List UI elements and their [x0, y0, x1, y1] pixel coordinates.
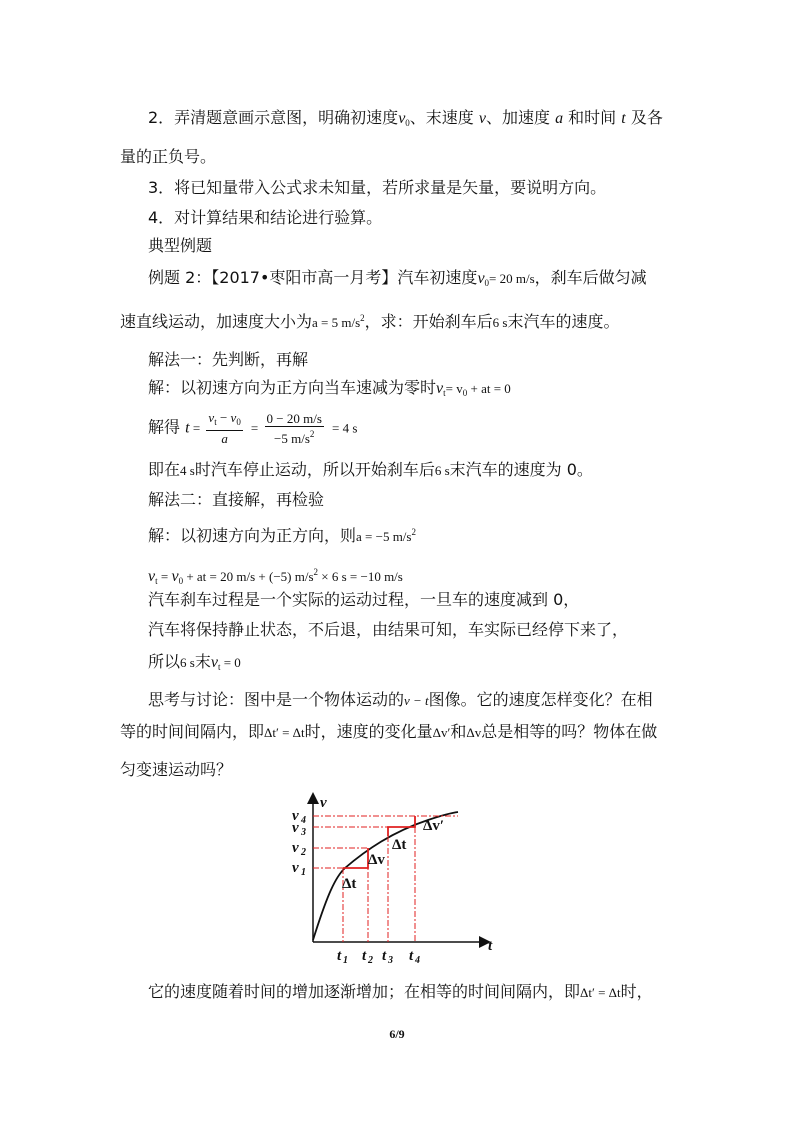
guide-lines	[313, 816, 458, 942]
text: 、加速度	[486, 108, 556, 127]
text: 图像。它的速度怎样变化？在相	[428, 690, 653, 709]
method-2-title: 解法二：直接解，再检验	[148, 490, 325, 509]
delta-t-2-label: Δt	[392, 837, 407, 853]
fraction-1: $\frac{v_t - v_0}{a}$	[208, 410, 241, 446]
text: 解：以初速方向为正方向，则	[148, 526, 357, 545]
eq: + at = 0	[467, 381, 511, 396]
eq: = 0	[220, 655, 241, 670]
text: 末汽车的速度。	[507, 312, 620, 331]
example-line-1	[148, 268, 647, 293]
dt-eq: Δt′ = Δt	[580, 985, 621, 1000]
question-line-1	[148, 690, 653, 711]
text: 末	[194, 652, 211, 671]
text: 及各	[625, 108, 663, 127]
a-value: a = 5 m/s	[312, 315, 361, 330]
dv-prime: Δv′	[432, 725, 451, 740]
v-symbol: v	[478, 110, 486, 127]
t1-sub: 1	[343, 955, 348, 965]
text: 解：以初速方向为正方向当车速减为零时	[148, 378, 437, 397]
method-2-equation: $v_t = v_0$ + at = 20 m/s + (−5) $m/s^2 \times 6$ s = −10 m/s	[148, 567, 403, 586]
question-line-3: 匀变速运动吗？	[120, 760, 233, 779]
delta-t-1-label: Δt	[342, 876, 357, 892]
v1-sub: 1	[301, 867, 306, 878]
step-2-line	[148, 108, 663, 133]
v0-symbol: v	[398, 110, 406, 127]
text: 思考与讨论：图中是一个物体运动的	[148, 690, 405, 709]
delta-v-prime-label: Δv′	[423, 818, 445, 834]
note-line-2: 汽车将保持静止状态，不后退，由结果可知，车实际已经停下来了，	[148, 620, 629, 639]
t3-sub: 3	[388, 955, 393, 965]
vt-label: v − t	[404, 693, 429, 708]
v-t-graph	[280, 790, 510, 965]
text: 例题 2：【2017•枣阳市高一月考】汽车初速度	[148, 268, 478, 287]
step-4-line: 4．对计算结果和结论进行验算。	[148, 208, 383, 227]
method-1-line	[148, 378, 511, 403]
v1-label: v	[292, 860, 299, 876]
t2-label: t	[362, 948, 367, 964]
v0-sub: 0	[484, 278, 490, 288]
v-tick-labels	[292, 808, 306, 878]
text: 它的速度随着时间的增加逐渐增加；在相等的时间间隔内，即	[148, 982, 581, 1001]
delta-v-label: Δv	[368, 852, 385, 868]
eq-part: + at = 20 m/s + (−5) m/s	[183, 569, 314, 584]
fraction-2: $\frac{0 - 20 m/s}{-5 m/s^2}$	[266, 410, 322, 446]
den: a	[221, 431, 228, 446]
eq: = v	[445, 381, 463, 396]
v0-sub: 0	[405, 118, 410, 128]
t3-label: t	[382, 948, 387, 964]
text: 、末速度	[409, 108, 479, 127]
text: 2．弄清题意画示意图，明确初速度	[148, 108, 399, 127]
method-1-conclusion	[148, 460, 593, 481]
den: −5 m/s	[274, 430, 310, 446]
v3-sub: 3	[301, 827, 306, 838]
method-1-solve: 解得 t = $\frac{v_t - v_0}{a}$ = $\frac{0 - 20 m/s}{-5 m/s^2}$ = 4 s	[148, 410, 358, 446]
text: ，求：开始刹车后	[364, 312, 493, 331]
time-6s: 6 s	[434, 463, 450, 478]
v4-label: v	[292, 808, 299, 824]
v2-label: v	[292, 840, 299, 856]
v2-sub: 2	[301, 847, 306, 858]
t-symbol: t	[621, 110, 626, 127]
text: 即在	[148, 460, 181, 479]
t4-label: t	[409, 948, 414, 964]
time-4s: 4 s	[180, 463, 195, 478]
vt-symbol: v	[210, 654, 218, 671]
num: 0 − 20 m/s	[266, 410, 322, 426]
y-axis-label: v	[320, 795, 327, 811]
method-1-title: 解法一：先判断，再解	[148, 350, 309, 369]
step-2-line-cont: 量的正负号。	[120, 147, 217, 166]
note-line-3: 所以6 s末$v_t = 0$	[148, 652, 241, 672]
text: 和	[450, 722, 467, 741]
vt-symbol: v	[436, 380, 444, 397]
result: = 4 s	[331, 420, 358, 436]
square: 2	[411, 527, 416, 537]
text: 时汽车停止运动，所以开始刹车后	[194, 460, 435, 479]
v0-sub: 0	[462, 388, 468, 398]
t2-sub: 2	[368, 955, 373, 965]
v0-value: = 20 m/s	[489, 271, 535, 286]
text: 解得	[148, 417, 181, 437]
step-3-line: 3．将已知量带入公式求未知量，若所求量是矢量，要说明方向。	[148, 178, 607, 197]
question-line-2	[120, 722, 657, 743]
example-line-2	[120, 308, 620, 333]
text: 和时间	[563, 108, 622, 127]
text: 时，	[620, 982, 653, 1001]
text: 总是相等的吗？物体在做	[481, 722, 658, 741]
v4-sub: 4	[301, 815, 306, 826]
text: 时，速度的变化量	[304, 722, 433, 741]
dv: Δv	[466, 725, 482, 740]
a-neg: a = −5 m/s	[356, 529, 412, 544]
time-6s: 6 s	[180, 655, 195, 670]
text: 末汽车的速度为 0。	[449, 460, 593, 479]
time-6s: 6 s	[492, 315, 508, 330]
v3-label: v	[292, 820, 299, 836]
a-symbol: a	[555, 110, 564, 127]
text: 所以	[148, 652, 181, 671]
x-axis-label: t	[488, 938, 493, 954]
text: ，刹车后做匀减	[534, 268, 647, 287]
num: v	[208, 410, 215, 425]
square: 2	[360, 313, 365, 323]
page-number: 6/9	[389, 1027, 405, 1041]
dt-eq: Δt′ = Δt	[264, 725, 305, 740]
v0-symbol: v	[477, 270, 485, 287]
text: 等的时间间隔内，即	[120, 722, 265, 741]
t1-label: t	[337, 948, 342, 964]
t-sub: t	[443, 388, 446, 398]
t-tick-labels	[337, 948, 420, 965]
text: 速直线运动，加速度大小为	[120, 312, 313, 331]
section-heading: 典型例题	[148, 236, 213, 255]
t4-sub: 4	[415, 955, 420, 965]
eq-part: × 6 s = −10 m/s	[318, 569, 403, 584]
t-symbol: t	[185, 419, 190, 437]
method-2-line	[148, 522, 416, 547]
note-line-1: 汽车刹车过程是一个实际的运动过程，一旦车的速度减到 0，	[148, 590, 580, 609]
answer-line	[148, 982, 653, 1003]
vt-symbol: v	[148, 568, 156, 585]
